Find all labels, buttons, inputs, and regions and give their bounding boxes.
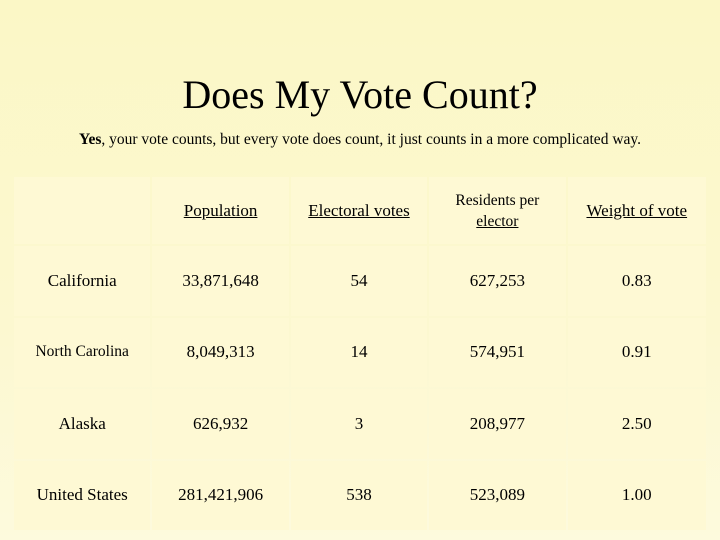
header-blank bbox=[14, 177, 150, 244]
header-weight-of-vote bbox=[568, 177, 706, 244]
electoral-votes-cell: 538 bbox=[291, 461, 427, 531]
electoral-votes-cell: 54 bbox=[291, 246, 427, 316]
header-weight-label: Weight of vote bbox=[586, 200, 688, 220]
residents-per-elector-cell: 574,951 bbox=[429, 318, 565, 388]
state-cell: United States bbox=[14, 461, 150, 531]
residents-per-elector-cell: 627,253 bbox=[429, 246, 565, 316]
population-cell: 8,049,313 bbox=[152, 318, 288, 388]
population-cell: 626,932 bbox=[152, 389, 288, 459]
weight-cell: 0.91 bbox=[568, 318, 706, 388]
electoral-votes-cell: 14 bbox=[291, 318, 427, 388]
population-cell: 33,871,648 bbox=[152, 246, 288, 316]
slide-subtitle bbox=[0, 130, 720, 150]
table-header-row bbox=[14, 177, 706, 244]
table-row bbox=[14, 389, 706, 459]
header-residents-line1: Residents per bbox=[455, 191, 540, 209]
residents-per-elector-cell: 208,977 bbox=[429, 389, 565, 459]
weight-cell: 2.50 bbox=[568, 389, 706, 459]
electoral-votes-cell: 3 bbox=[291, 389, 427, 459]
subtitle-lead: Yes bbox=[78, 131, 102, 148]
header-residents-per-elector bbox=[429, 177, 565, 244]
subtitle-rest: , your vote counts, but every vote does count, it just counts in a more complicated way. bbox=[101, 131, 642, 148]
header-electoral-votes-label: Electoral votes bbox=[308, 200, 410, 220]
table-row bbox=[14, 318, 706, 388]
vote-weight-table bbox=[12, 175, 708, 532]
weight-cell: 1.00 bbox=[568, 461, 706, 531]
weight-cell: 0.83 bbox=[568, 246, 706, 316]
header-electoral-votes bbox=[291, 177, 427, 244]
residents-per-elector-cell: 523,089 bbox=[429, 461, 565, 531]
slide-title: Does My Vote Count? bbox=[182, 72, 538, 117]
table-row bbox=[14, 246, 706, 316]
state-cell: California bbox=[14, 246, 150, 316]
header-population bbox=[152, 177, 288, 244]
header-population-label: Population bbox=[183, 200, 258, 220]
population-cell: 281,421,906 bbox=[152, 461, 288, 531]
state-cell: North Carolina bbox=[14, 318, 150, 388]
header-residents-line2: elector bbox=[476, 212, 519, 230]
table-row bbox=[14, 461, 706, 531]
state-cell: Alaska bbox=[14, 389, 150, 459]
